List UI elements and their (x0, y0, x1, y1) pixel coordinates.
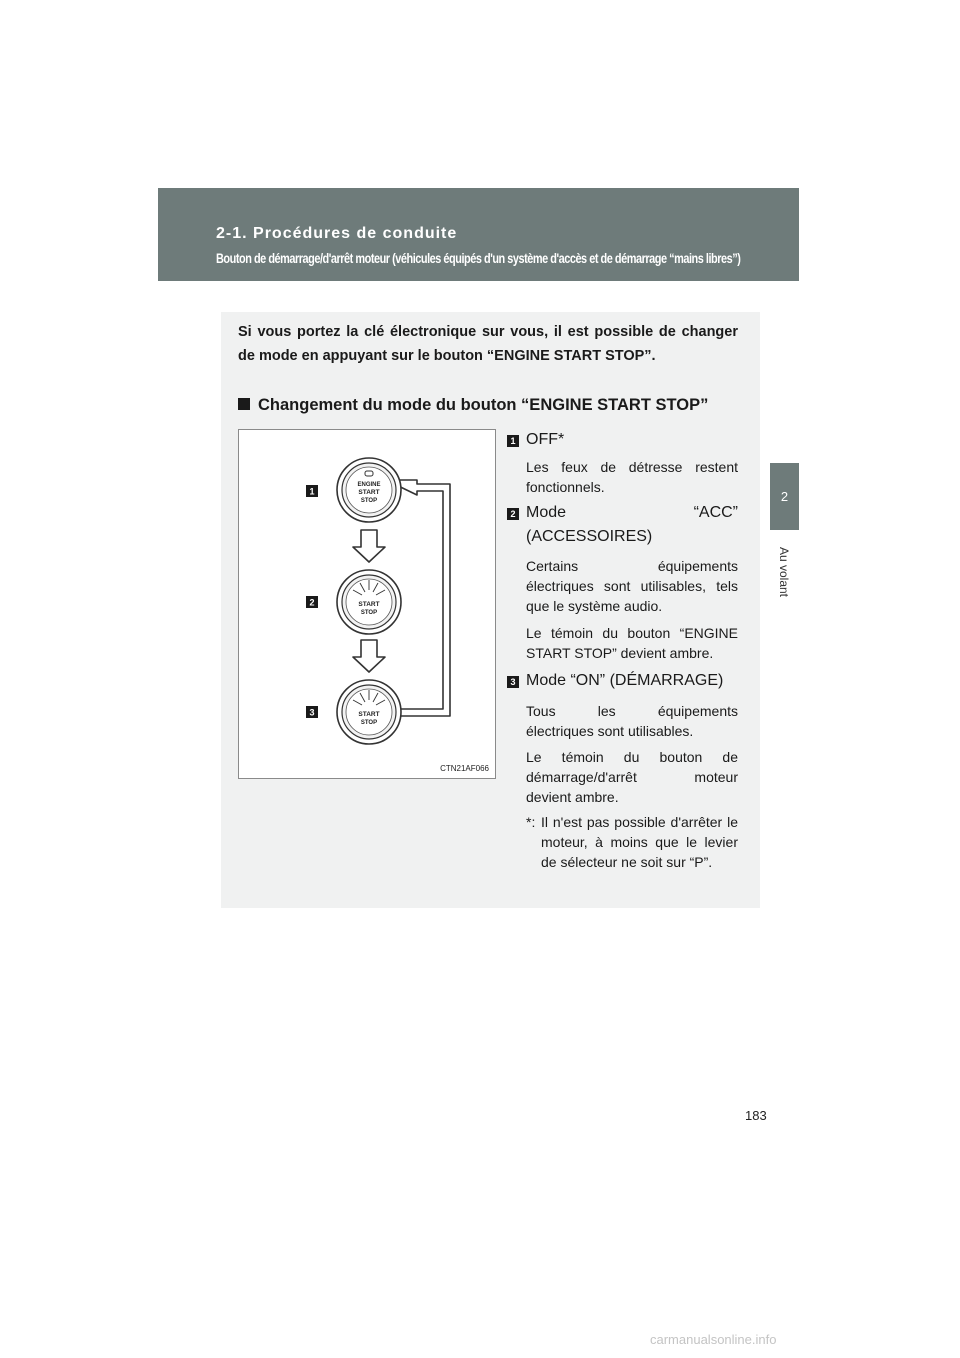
chapter-tab-label (766, 540, 802, 604)
button-1-line-1: ENGINE (357, 482, 381, 488)
button-3-line-1: START (358, 711, 380, 718)
figure-callout-1-text: 1 (309, 486, 315, 497)
item-3-paragraph-2 (526, 747, 738, 807)
item-1-p1-line-1: Les feux de détresse restent (526, 459, 738, 475)
engine-start-stop-button-off (337, 458, 401, 522)
item-2-p1-line-2: électriques sont utilisables, tels (526, 578, 738, 594)
figure-callout-2-text: 2 (309, 597, 315, 608)
item-1-paragraph-1 (526, 457, 738, 497)
figure-callout-3 (306, 706, 318, 718)
button-modes-illustration (239, 430, 495, 778)
item-2-title-line-1: Mode “ACC” (526, 504, 738, 521)
item-3-p1-line-2: électriques sont utilisables. (526, 723, 694, 739)
footnote-mark: *: (526, 814, 536, 830)
item-2-p2-line-2: START STOP” devient ambre. (526, 645, 714, 661)
footnote (526, 812, 738, 872)
item-3-p2-line-1: Le témoin du bouton de (526, 749, 738, 765)
item-badge-3: 3 (507, 676, 519, 688)
section-title: 2-1. Procédures de conduite (216, 225, 458, 242)
item-1-p1-line-2: fonctionnels. (526, 479, 605, 495)
page-number: 183 (745, 1108, 767, 1123)
down-arrow-icon-2 (353, 640, 385, 672)
item-1-title-line-1: OFF* (526, 431, 565, 448)
item-2-p1-line-1: Certains équipements (526, 558, 738, 574)
button-3-line-2: STOP (360, 720, 378, 726)
item-1-title (526, 428, 564, 452)
item-3-title (526, 669, 723, 693)
footnote-text: Il n'est pas possible d'arrêter le moteur, à moins que le levier de sélecteur ne soit sur “P”. (541, 814, 738, 870)
button-2-line-2: STOP (360, 610, 378, 616)
intro-text: Si vous portez la clé électronique sur vous, il est possible de changer de mode en appuyant sur le bouton “ENGINE START STOP”. (238, 324, 738, 364)
down-arrow-icon-1 (353, 530, 385, 562)
item-2-paragraph-1 (526, 556, 738, 616)
item-2-p1-line-3: que le système audio. (526, 598, 663, 614)
item-3-p2-line-3: devient ambre. (526, 789, 619, 805)
item-3-p1-line-1: Tous les équipements (526, 703, 738, 719)
item-3-title-line-1: Mode “ON” (DÉMARRAGE) (526, 672, 724, 689)
sub-heading-text: Changement du mode du bouton “ENGINE START STOP” (258, 396, 709, 414)
chapter-tab-number[interactable]: 2 (770, 463, 799, 530)
illustration-figure (238, 429, 496, 779)
figure-callout-2 (306, 596, 318, 608)
sub-heading (238, 396, 758, 415)
button-2-line-1: START (358, 601, 380, 608)
item-2-title (526, 501, 738, 549)
section-subtitle: Bouton de démarrage/d'arrêt moteur (véhicules équipés d'un système d'accès et de démarrage “mains libres”) (216, 250, 741, 266)
figure-caption: CTN21AF066 (440, 764, 489, 773)
chapter-tab-label-text: Au volant (777, 546, 792, 598)
item-3-p2-line-2: démarrage/d'arrêt moteur (526, 769, 738, 785)
engine-start-stop-button-on (337, 680, 401, 744)
item-3-paragraph-1 (526, 701, 738, 741)
item-2-p2-line-1: Le témoin du bouton “ENGINE (526, 625, 738, 641)
chapter-header (158, 188, 799, 281)
figure-callout-1 (306, 485, 318, 497)
figure-callout-3-text: 3 (309, 707, 315, 718)
heading-square-icon (238, 398, 250, 410)
engine-start-stop-button-acc (337, 570, 401, 634)
watermark-link[interactable]: carmanualsonline.info (650, 1332, 777, 1347)
item-2-paragraph-2 (526, 623, 738, 663)
item-badge-1: 1 (507, 435, 519, 447)
item-badge-2: 2 (507, 508, 519, 520)
item-2-title-line-2: (ACCESSOIRES) (526, 528, 653, 545)
button-1-line-2: START (358, 489, 380, 496)
button-1-line-3: STOP (360, 498, 378, 504)
